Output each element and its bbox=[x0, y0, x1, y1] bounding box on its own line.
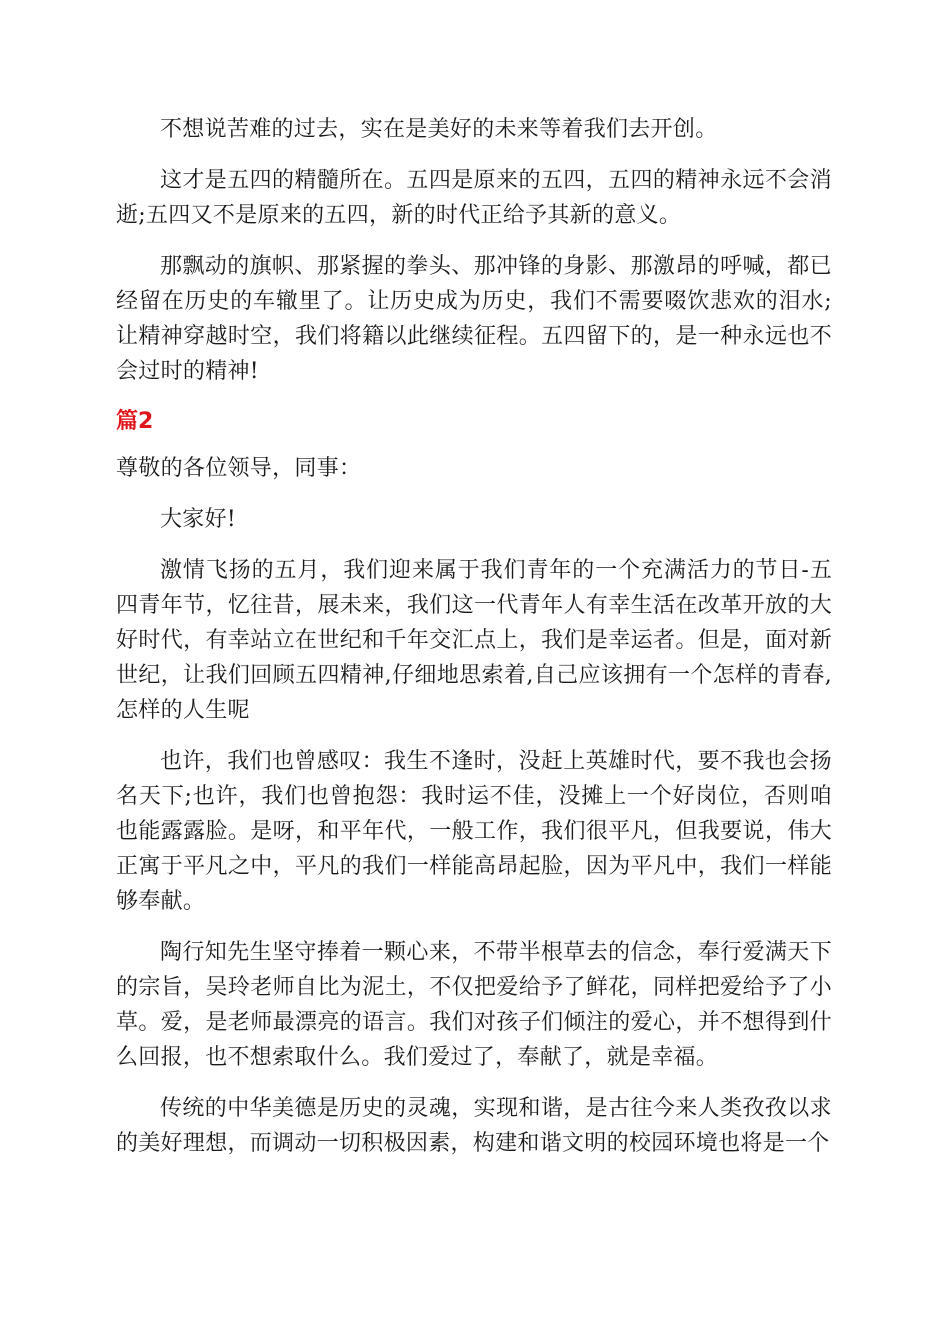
greeting-paragraph: 大家好! bbox=[160, 507, 237, 532]
salutation: 尊敬的各位领导，同事： bbox=[116, 456, 362, 481]
paragraph-6: 也许，我们也曾感叹：我生不逢时，没赶上英雄时代，要不我也会扬名天下;也许，我们也曾抱怨：我时运不佳，没摊上一个好岗位，否则咱也能露露脸。是呀，和平年代，一般工作，我们很平凡，但我要说，伟大正寓于平凡之中，平凡的我们一样能高昂起脸，因为平凡中，我们一样能够奉献。 bbox=[116, 749, 832, 914]
paragraph-3: 那飘动的旗帜、那紧握的拳头、那冲锋的身影、那激昂的呼喊，都已经留在历史的车辙里了。让历史成为历史，我们不需要啜饮悲欢的泪水;让精神穿越时空，我们将籍以此继续征程。五四留下的，是一种永远也不会过时的精神! bbox=[116, 254, 832, 384]
document-body bbox=[116, 112, 832, 1177]
paragraph-5: 激情飞扬的五月，我们迎来属于我们青年的一个充满活力的节日-五四青年节，忆往昔，展未来，我们这一代青年人有幸生活在改革开放的大好时代，有幸站立在世纪和千年交汇点上，我们是幸运者。但是，面对新世纪，让我们回顾五四精神,仔细地思索着,自己应该拥有一个怎样的青春,怎样的人生呢 bbox=[116, 558, 832, 723]
paragraph-1: 不想说苦难的过去，实在是美好的未来等着我们去开创。 bbox=[160, 117, 718, 142]
paragraph-8: 传统的中华美德是历史的灵魂，实现和谐，是古往今来人类孜孜以求的美好理想，而调动一切积极因素，构建和谐文明的校园环境也将是一个 bbox=[116, 1096, 832, 1156]
paragraph-2: 这才是五四的精髓所在。五四是原来的五四，五四的精神永远不会消逝;五四又不是原来的五四，新的时代正给予其新的意义。 bbox=[116, 168, 832, 228]
paragraph-7: 陶行知先生坚守捧着一颗心来，不带半根草去的信念，奉行爱满天下的宗旨，吴玲老师自比为泥土，不仅把爱给予了鲜花，同样把爱给予了小草。爱，是老师最漂亮的语言。我们对孩子们倾注的爱心，并不想得到什么回报，也不想索取什么。我们爱过了，奉献了，就是幸福。 bbox=[116, 940, 832, 1070]
section-heading: 篇2 bbox=[116, 409, 154, 434]
